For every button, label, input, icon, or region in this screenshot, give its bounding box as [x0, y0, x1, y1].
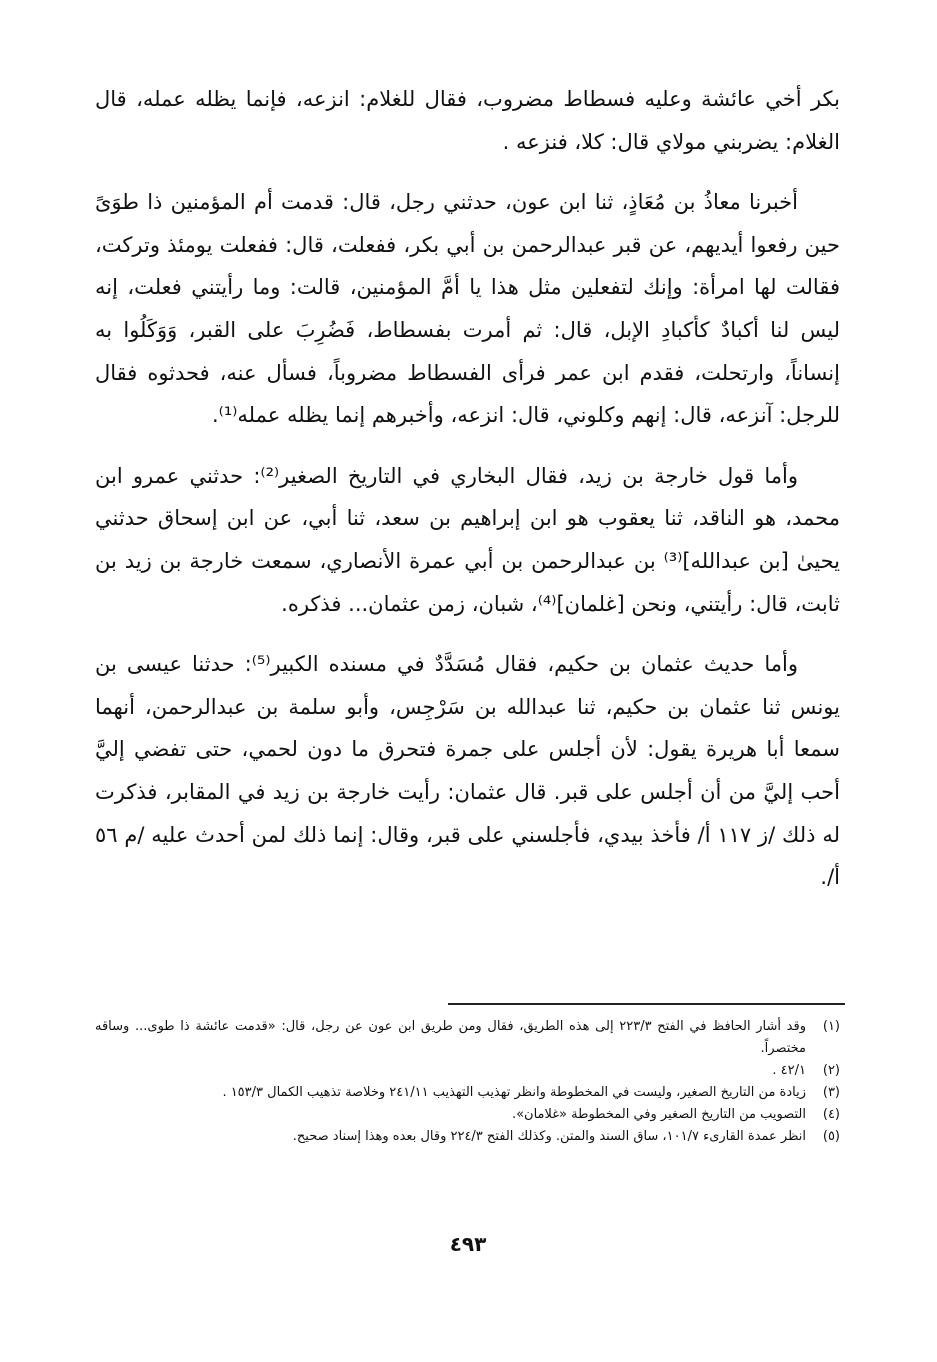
paragraph-3: وأما قول خارجة بن زيد، فقال البخاري في التاريخ الصغير⁽²⁾: حدثني عمرو ابن محمد، هو الناقد، ثنا يعقوب هو ابن إبراهيم بن سعد، ثنا أبي، عن ابن إسحاق حدثني يحيىٰ [بن عبدالله]⁽³⁾ بن عبدالرحمن بن أبي عمرة الأنصاري، سمعت خارجة بن زيد بن ثابت، قال: رأيتني، ونحن [غلمان]⁽⁴⁾، شبان، زمن عثمان... فذكره. — [95, 463, 840, 616]
main-text-body — [95, 78, 840, 917]
footnote-number: (٢) — [822, 1063, 840, 1078]
footnote-2 — [95, 1060, 840, 1082]
footnote-5 — [95, 1126, 840, 1148]
footnote-number: (٣) — [822, 1085, 840, 1100]
footnote-1 — [95, 1016, 840, 1060]
footnote-4 — [95, 1104, 840, 1126]
paragraph-2: أخبرنا معاذُ بن مُعَاذٍ، ثنا ابن عون، حدثني رجل، قال: قدمت أم المؤمنين ذا طوَىً حين رفعوا أيديهم، عن قبر عبدالرحمن بن أبي بكر، ففعلت، قال: ففعلت يومئذ وتركت، فقالت لها امرأة: وإنك لتفعلين مثل هذا يا أمَّ المؤمنين، قالت: وما رأيتني فعلت، إنه ليس لنا أكبادٌ كأكبادِ الإبل، قال: ثم أمرت بفسطاط، فَضُرِبَ على القبر، وَوَكَلُوا به إنساناً، وارتحلت، فقدم ابن عمر فرأى الفسطاط مضروباً، فسأل عنه، فحدثوه فقال للرجل: آنزعه، قال: إنهم وكلوني، قال: انزعه، وأخبرهم إنما يظله عمله⁽¹⁾. — [95, 190, 840, 428]
footnote-3 — [95, 1082, 840, 1104]
footnote-number: (٤) — [822, 1107, 840, 1122]
footnote-text: ٤٢/١ . — [772, 1063, 806, 1078]
footnote-number: (١) — [822, 1019, 840, 1034]
paragraph-1: بكر أخي عائشة وعليه فسطاط مضروب، فقال للغلام: انزعه، فإنما يظله عمله، قال الغلام: يضربني مولاي قال: كلا، فنزعه . — [95, 87, 840, 154]
footnote-separator — [448, 1003, 845, 1005]
footnote-text: انظر عمدة القارىء ١٠١/٧، ساق السند والمتن. وكذلك الفتح ٢٢٤/٣ وقال بعده وهذا إسناد صحيح. — [292, 1129, 806, 1144]
paragraph-4: وأما حديث عثمان بن حكيم، فقال مُسَدَّدٌ في مسنده الكبير⁽⁵⁾: حدثنا عيسى بن يونس ثنا عثمان بن حكيم، ثنا عبدالله بن سَرْجِس، وأبو سلمة بن عبدالرحمن، أنهما سمعا أبا هريرة يقول: لأن أجلس على جمرة فتحرق ما دون لحمي، حتى تفضي إليَّ أحب إليَّ من أن أجلس على قبر. قال عثمان: رأيت خارجة بن زيد في المقابر، فذكرت له ذلك /ز ١١٧ أ/ فأخذ بيدي، فأجلسني على قبر، وقال: إنما ذلك لمن أحدث عليه /م ٥٦ أ/. — [95, 652, 840, 890]
footnote-text: زيادة من التاريخ الصغير، وليست في المخطوطة وانظر تهذيب التهذيب ٢٤١/١١ وخلاصة تذهيب الكمال ١٥٣/٣ . — [222, 1085, 806, 1100]
page-number: ٤٩٣ — [449, 1232, 487, 1256]
footnote-text: التصويب من التاريخ الصغير وفي المخطوطة «غلامان». — [511, 1107, 806, 1122]
footnotes — [95, 1016, 840, 1148]
footnote-text: وقد أشار الحافظ في الفتح ٢٢٣/٣ إلى هذه الطريق، فقال ومن طريق ابن عون عن رجل، قال: «قدمت عائشة ذا طوى... وساقه مختصراً. — [95, 1019, 806, 1056]
footnote-number: (٥) — [822, 1129, 840, 1144]
